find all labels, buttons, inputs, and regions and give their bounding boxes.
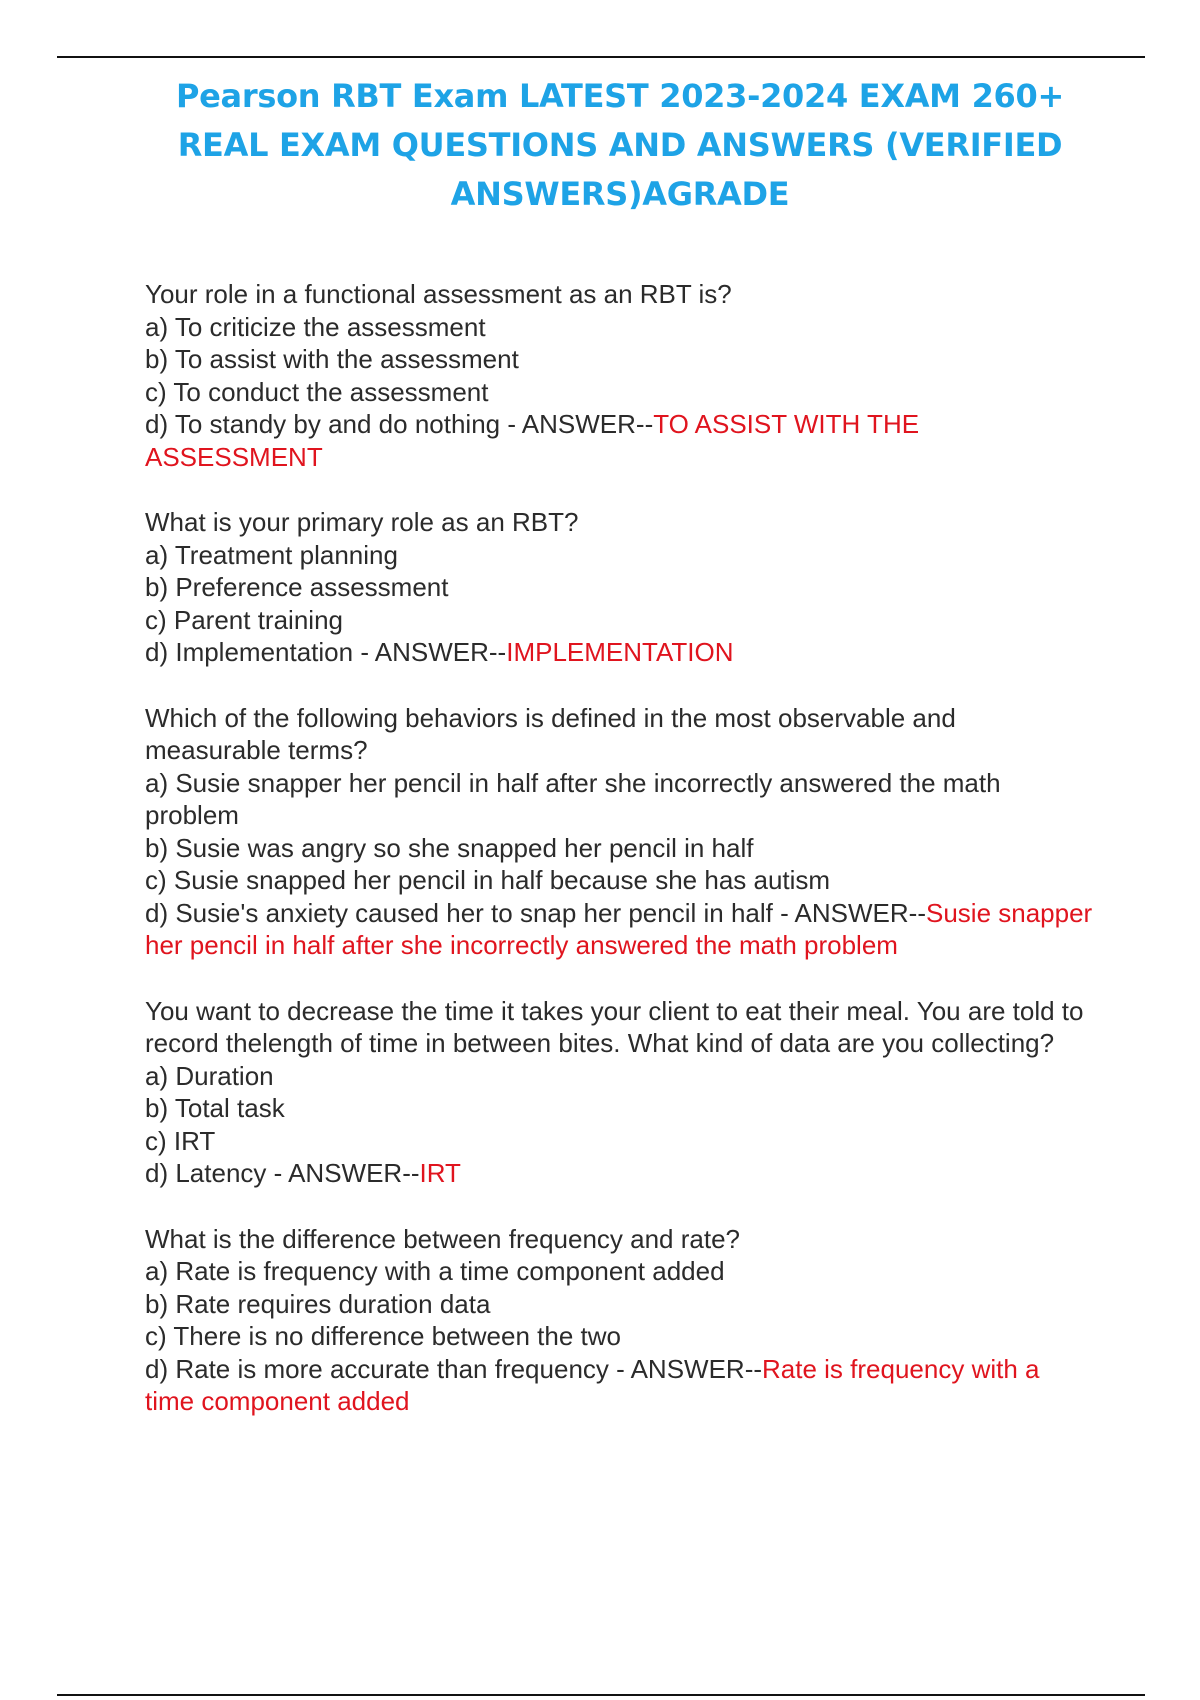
option-b: b) To assist with the assessment (145, 344, 519, 374)
top-rule (57, 56, 1145, 58)
answer-text: Susie snapper her pencil in half after she incorrectly answered the math problem (145, 897, 1093, 960)
answer-marker: - ANSWER-- (608, 1353, 763, 1384)
option-a: a) To criticize the assessment (145, 311, 486, 342)
option-d: d) To standy by and do nothing (145, 409, 501, 439)
option-a: a) Susie snapper her pencil in half after she incorrectly answered the math problem (145, 767, 1001, 830)
question-text: Your role in a functional assessment as an RBT is? (145, 279, 732, 309)
option-d-with-answer (145, 1157, 1095, 1190)
question-text: What is the difference between frequency and rate? (145, 1223, 741, 1254)
option-a: a) Duration (145, 1060, 274, 1091)
option-c: c) IRT (145, 1125, 216, 1156)
option-d: d) Susie's anxiety caused her to snap her pencil in half (145, 897, 773, 928)
option-b: b) Total task (145, 1093, 285, 1123)
answer-marker: - ANSWER-- (772, 897, 926, 928)
bottom-rule (57, 1694, 1145, 1696)
answer-marker: - ANSWER-- (353, 637, 507, 667)
option-d-with-answer (145, 408, 1095, 473)
question-block (145, 995, 1095, 1190)
option-d: d) Implementation (145, 637, 354, 667)
option-b: b) Susie was angry so she snapped her pencil in half (145, 832, 754, 863)
option-c: c) There is no difference between the two (145, 1321, 621, 1351)
option-d: d) Rate is more accurate than frequency (145, 1353, 609, 1384)
option-a: a) Treatment planning (145, 539, 398, 570)
question-block (145, 506, 1095, 669)
option-d-with-answer (145, 897, 1095, 962)
option-c: c) Parent training (145, 604, 343, 635)
option-b: b) Rate requires duration data (145, 1288, 491, 1319)
option-c: c) To conduct the assessment (145, 376, 489, 407)
question-text: What is your primary role as an RBT? (145, 507, 579, 537)
questions-list (145, 278, 1095, 1451)
question-block (145, 278, 1095, 473)
answer-text: Rate is frequency with a time component added (145, 1353, 1040, 1416)
option-c: c) Susie snapped her pencil in half because she has autism (145, 865, 831, 895)
question-block (145, 702, 1095, 962)
option-d-with-answer (145, 636, 1095, 669)
document-title: Pearson RBT Exam LATEST 2023-2024 EXAM 260+ REAL EXAM QUESTIONS AND ANSWERS (VERIFIED ANSWERS)AGRADE (176, 77, 1064, 213)
option-d: d) Latency (145, 1158, 267, 1188)
question-block (145, 1223, 1095, 1418)
answer-marker: - ANSWER-- (500, 409, 654, 439)
answer-text: TO ASSIST WITH THE ASSESSMENT (145, 409, 920, 472)
option-b: b) Preference assessment (145, 572, 449, 602)
answer-marker: - ANSWER-- (266, 1158, 420, 1188)
option-d-with-answer (145, 1353, 1095, 1418)
option-a: a) Rate is frequency with a time component added (145, 1256, 725, 1286)
answer-text: IRT (419, 1158, 461, 1188)
question-text: Which of the following behaviors is defined in the most observable and measurable terms? (145, 702, 956, 765)
question-text: You want to decrease the time it takes your client to eat their meal. You are told to record thelength of time in between bites. What kind of data are you collecting? (145, 995, 1084, 1058)
answer-text: IMPLEMENTATION (506, 637, 734, 667)
